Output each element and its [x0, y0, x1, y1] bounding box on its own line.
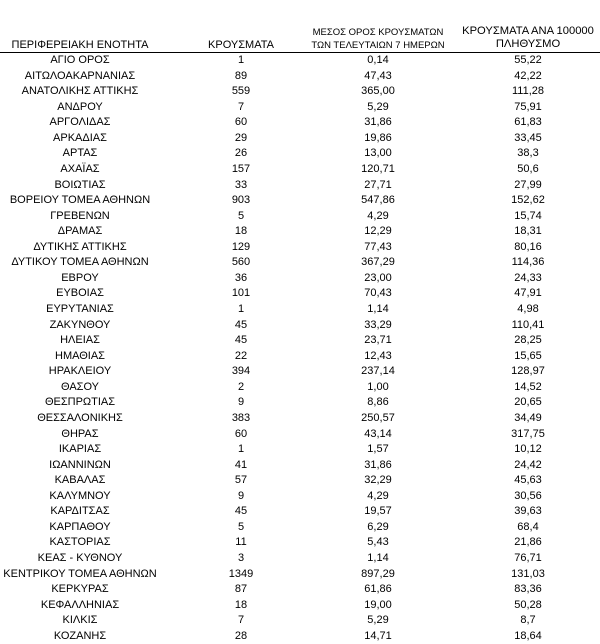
per100k-cell: 80,16	[514, 240, 542, 253]
region-cell: ΘΗΡΑΣ	[61, 427, 99, 440]
per100k-cell: 45,63	[514, 474, 542, 487]
table-row	[0, 442, 600, 458]
per100k-cell: 24,33	[514, 271, 542, 284]
per100k-cell: 111,28	[511, 85, 544, 98]
cases-cell: 45	[234, 334, 248, 347]
region-cell: ΚΑΒΑΛΑΣ	[54, 474, 106, 487]
region-cell: ΑΓΙΟ ΟΡΟΣ	[50, 54, 110, 66]
table-row	[0, 286, 600, 302]
table-row	[0, 364, 600, 380]
cases-cell: 45	[234, 318, 248, 331]
per100k-cell: 4,98	[517, 303, 539, 315]
per100k-cell: 68,4	[517, 520, 539, 533]
table-row	[0, 395, 600, 411]
per100k-cell: 20,65	[514, 396, 542, 409]
avg7-cell: 61,86	[364, 583, 392, 596]
region-cell: ΓΡΕΒΕΝΩΝ	[50, 209, 110, 222]
per100k-cell: 24,42	[514, 458, 542, 471]
avg7-cell: 1,00	[367, 380, 389, 393]
cases-cell: 5	[237, 520, 245, 533]
table-row	[0, 131, 600, 147]
avg7-cell: 8,86	[367, 396, 389, 409]
table-row	[0, 69, 600, 85]
region-cell: ΚΑΡΔΙΤΣΑΣ	[50, 505, 110, 518]
region-cell: ΗΡΑΚΛΕΙΟΥ	[48, 365, 112, 378]
per100k-cell: 38,3	[517, 147, 539, 160]
avg7-cell: 250,57	[361, 411, 395, 424]
region-cell: ΚΕΦΑΛΛΗΝΙΑΣ	[40, 598, 120, 611]
cases-cell: 9	[237, 396, 245, 409]
per100k-cell: 114,36	[511, 256, 545, 269]
table-row	[0, 178, 600, 194]
table-row	[0, 271, 600, 287]
cases-cell: 33	[234, 178, 248, 191]
per100k-cell: 34,49	[514, 411, 542, 424]
region-cell: ΔΥΤΙΚΗΣ ΑΤΤΙΚΗΣ	[33, 240, 127, 253]
per100k-cell: 317,75	[511, 427, 545, 440]
avg7-cell: 13,00	[364, 147, 392, 160]
per100k-cell: 21,86	[514, 536, 542, 549]
avg7-cell: 19,00	[364, 598, 392, 611]
avg7-cell: 120,71	[361, 162, 395, 175]
region-cell: ΑΡΤΑΣ	[62, 147, 98, 160]
cases-cell: 101	[231, 287, 251, 300]
table-row	[0, 224, 600, 240]
cases-cell: 559	[231, 85, 251, 98]
avg7-cell: 33,29	[364, 318, 392, 331]
cases-cell: 560	[231, 256, 251, 269]
cases-cell: 9	[237, 489, 245, 502]
table-row	[0, 551, 600, 567]
region-cell: ΘΕΣΠΡΩΤΙΑΣ	[44, 396, 116, 409]
region-cell: ΑΙΤΩΛΟΑΚΑΡΝΑΝΙΑΣ	[24, 69, 136, 82]
table-row	[0, 209, 600, 225]
per100k-cell: 15,65	[514, 349, 542, 362]
avg7-cell: 77,43	[364, 240, 392, 253]
per100k-cell: 30,56	[514, 489, 542, 502]
cases-cell: 383	[231, 411, 251, 424]
region-cell: ΚΙΛΚΙΣ	[62, 614, 98, 627]
cases-cell: 41	[234, 458, 248, 471]
region-cell: ΗΛΕΙΑΣ	[60, 334, 100, 347]
header-per100k-line1: ΚΡΟΥΣΜΑΤΑ ΑΝΑ 100000	[462, 25, 594, 37]
cases-cell: 3	[237, 552, 245, 564]
avg7-cell: 5,29	[367, 100, 389, 113]
region-cell: ΕΥΒΟΙΑΣ	[56, 287, 104, 300]
header-avg7-line2: ΤΩΝ ΤΕΛΕΥΤΑΙΩΝ 7 ΗΜΕΡΩΝ	[311, 40, 445, 51]
header-per100k-line2: ΠΛΗΘΥΣΜΟ	[495, 38, 561, 50]
region-cell: ΚΑΡΠΑΘΟΥ	[49, 520, 111, 533]
cases-cell: 2	[237, 380, 245, 393]
region-cell: ΚΑΣΤΟΡΙΑΣ	[49, 536, 111, 549]
table-row	[0, 458, 600, 474]
cases-cell: 18	[234, 598, 248, 611]
region-cell: ΚΕΝΤΡΙΚΟΥ ΤΟΜΕΑ ΑΘΗΝΩΝ	[3, 567, 157, 580]
avg7-cell: 4,29	[367, 489, 389, 502]
cases-cell: 57	[234, 474, 248, 487]
cases-cell: 22	[234, 349, 248, 362]
cases-cell: 89	[234, 69, 248, 82]
region-cell: ΑΝΔΡΟΥ	[57, 100, 103, 113]
header-avg7	[304, 26, 452, 52]
cases-cell: 28	[234, 629, 248, 642]
table-row	[0, 100, 600, 116]
per100k-cell: 131,03	[511, 567, 545, 580]
cases-cell: 129	[231, 240, 251, 253]
cases-cell: 45	[234, 505, 248, 518]
avg7-cell: 1,14	[367, 303, 389, 315]
avg7-cell: 237,14	[361, 365, 395, 378]
table-row	[0, 52, 600, 69]
region-cell: ΑΡΚΑΔΙΑΣ	[53, 131, 107, 144]
cases-cell: 7	[237, 614, 245, 627]
per100k-cell: 61,83	[514, 116, 542, 129]
avg7-cell: 31,86	[364, 116, 392, 129]
region-cell: ΗΜΑΘΙΑΣ	[55, 349, 105, 362]
header-region-label: ΠΕΡΙΦΕΡΕΙΑΚΗ ΕΝΟΤΗΤΑ	[11, 39, 149, 51]
avg7-cell: 27,71	[364, 178, 392, 191]
avg7-cell: 12,29	[364, 225, 392, 238]
cases-cell: 87	[234, 583, 248, 596]
table-row	[0, 302, 600, 318]
cases-cell: 7	[237, 100, 245, 113]
per100k-cell: 8,7	[520, 614, 536, 627]
region-cell: ΚΟΖΑΝΗΣ	[53, 629, 107, 642]
region-cell: ΖΑΚΥΝΘΟΥ	[49, 318, 111, 331]
table-row	[0, 411, 600, 427]
avg7-cell: 47,43	[364, 69, 392, 82]
region-cell: ΔΡΑΜΑΣ	[57, 225, 103, 238]
table-row	[0, 427, 600, 443]
per100k-cell: 39,63	[514, 505, 542, 518]
region-cell: ΕΒΡΟΥ	[61, 271, 99, 284]
table-row	[0, 162, 600, 178]
avg7-cell: 32,29	[364, 474, 392, 487]
cases-cell: 26	[234, 147, 248, 160]
avg7-cell: 547,86	[361, 194, 395, 207]
region-cell: ΑΧΑΪΑΣ	[60, 162, 100, 175]
per100k-cell: 28,25	[514, 334, 542, 347]
table-row	[0, 115, 600, 131]
avg7-cell: 897,29	[361, 567, 395, 580]
table-row	[0, 489, 600, 505]
cases-cell: 60	[234, 427, 248, 440]
per100k-cell: 10,12	[514, 443, 542, 456]
table-row	[0, 582, 600, 598]
per100k-cell: 47,91	[514, 287, 542, 300]
table-row	[0, 598, 600, 614]
header-per100k	[456, 25, 600, 51]
cases-cell: 1	[237, 303, 245, 315]
cases-cell: 11	[235, 536, 247, 549]
avg7-cell: 31,86	[364, 458, 392, 471]
cases-cell: 36	[234, 271, 248, 284]
avg7-cell: 0,14	[367, 54, 389, 66]
table-row	[0, 84, 600, 100]
table-row	[0, 255, 600, 271]
table-row	[0, 146, 600, 162]
region-cell: ΒΟΙΩΤΙΑΣ	[54, 178, 106, 191]
header-cases-label: ΚΡΟΥΣΜΑΤΑ	[208, 39, 274, 51]
table-row	[0, 349, 600, 365]
table-row	[0, 193, 600, 209]
table-row	[0, 520, 600, 536]
table-body	[0, 52, 600, 644]
per100k-cell: 14,52	[514, 380, 542, 393]
cases-cell: 903	[231, 194, 251, 207]
region-cell: ΘΕΣΣΑΛΟΝΙΚΗΣ	[37, 411, 123, 424]
table-row	[0, 333, 600, 349]
avg7-cell: 23,71	[364, 334, 392, 347]
table-row	[0, 535, 600, 551]
header-region	[0, 39, 160, 52]
table-row	[0, 629, 600, 644]
region-cell: ΑΝΑΤΟΛΙΚΗΣ ΑΤΤΙΚΗΣ	[21, 85, 139, 98]
per100k-cell: 75,91	[514, 100, 542, 113]
avg7-cell: 5,29	[367, 614, 389, 627]
cases-cell: 394	[231, 365, 251, 378]
region-cell: ΙΩΑΝΝΙΝΩΝ	[49, 458, 111, 471]
cases-cell: 60	[234, 116, 248, 129]
per100k-cell: 42,22	[514, 69, 542, 82]
per100k-cell: 50,6	[517, 162, 539, 175]
avg7-cell: 43,14	[364, 427, 392, 440]
per100k-cell: 76,71	[514, 552, 542, 564]
avg7-cell: 4,29	[367, 209, 389, 222]
per100k-cell: 128,97	[511, 365, 545, 378]
cases-cell: 157	[231, 162, 251, 175]
region-cell: ΕΥΡΥΤΑΝΙΑΣ	[46, 303, 114, 315]
table-row	[0, 473, 600, 489]
region-cell: ΔΥΤΙΚΟΥ ΤΟΜΕΑ ΑΘΗΝΩΝ	[11, 256, 149, 269]
per100k-cell: 83,36	[514, 583, 542, 596]
cases-cell: 18	[234, 225, 248, 238]
table-row	[0, 318, 600, 334]
per100k-cell: 110,41	[511, 318, 545, 331]
avg7-cell: 6,29	[367, 520, 389, 533]
region-cell: ΚΕΡΚΥΡΑΣ	[51, 583, 109, 596]
region-cell: ΙΚΑΡΙΑΣ	[58, 443, 102, 456]
table-row	[0, 567, 600, 583]
region-cell: ΚΕΑΣ - ΚΥΘΝΟΥ	[37, 552, 123, 564]
avg7-cell: 19,86	[364, 131, 392, 144]
per100k-cell: 50,28	[514, 598, 542, 611]
table-row	[0, 380, 600, 396]
avg7-cell: 365,00	[361, 85, 395, 98]
cases-cell: 1	[237, 54, 245, 66]
avg7-cell: 23,00	[364, 271, 392, 284]
per100k-cell: 18,31	[514, 225, 542, 238]
table-row	[0, 240, 600, 256]
region-cell: ΒΟΡΕΙΟΥ ΤΟΜΕΑ ΑΘΗΝΩΝ	[9, 194, 151, 207]
avg7-cell: 19,57	[364, 505, 392, 518]
per100k-cell: 152,62	[511, 194, 545, 207]
avg7-cell: 367,29	[361, 256, 395, 269]
table-row	[0, 613, 600, 629]
avg7-cell: 1,14	[367, 552, 389, 564]
header-avg7-line1: ΜΕΣΟΣ ΟΡΟΣ ΚΡΟΥΣΜΑΤΩΝ	[312, 27, 444, 38]
header-cases	[193, 39, 289, 52]
table-row	[0, 504, 600, 520]
avg7-cell: 12,43	[364, 349, 392, 362]
per100k-cell: 33,45	[514, 131, 542, 144]
avg7-cell: 5,43	[367, 536, 389, 549]
avg7-cell: 1,57	[367, 443, 389, 456]
avg7-cell: 14,71	[364, 629, 392, 642]
region-cell: ΘΑΣΟΥ	[60, 380, 100, 393]
avg7-cell: 70,43	[364, 287, 392, 300]
per100k-cell: 18,64	[514, 629, 542, 642]
per100k-cell: 55,22	[514, 54, 542, 66]
cases-cell: 29	[234, 131, 248, 144]
cases-cell: 1349	[228, 567, 254, 580]
region-cell: ΑΡΓΟΛΙΔΑΣ	[49, 116, 111, 129]
region-cell: ΚΑΛΥΜΝΟΥ	[49, 489, 111, 502]
cases-cell: 1	[237, 443, 245, 456]
per100k-cell: 15,74	[514, 209, 542, 222]
per100k-cell: 27,99	[514, 178, 542, 191]
cases-cell: 5	[237, 209, 245, 222]
